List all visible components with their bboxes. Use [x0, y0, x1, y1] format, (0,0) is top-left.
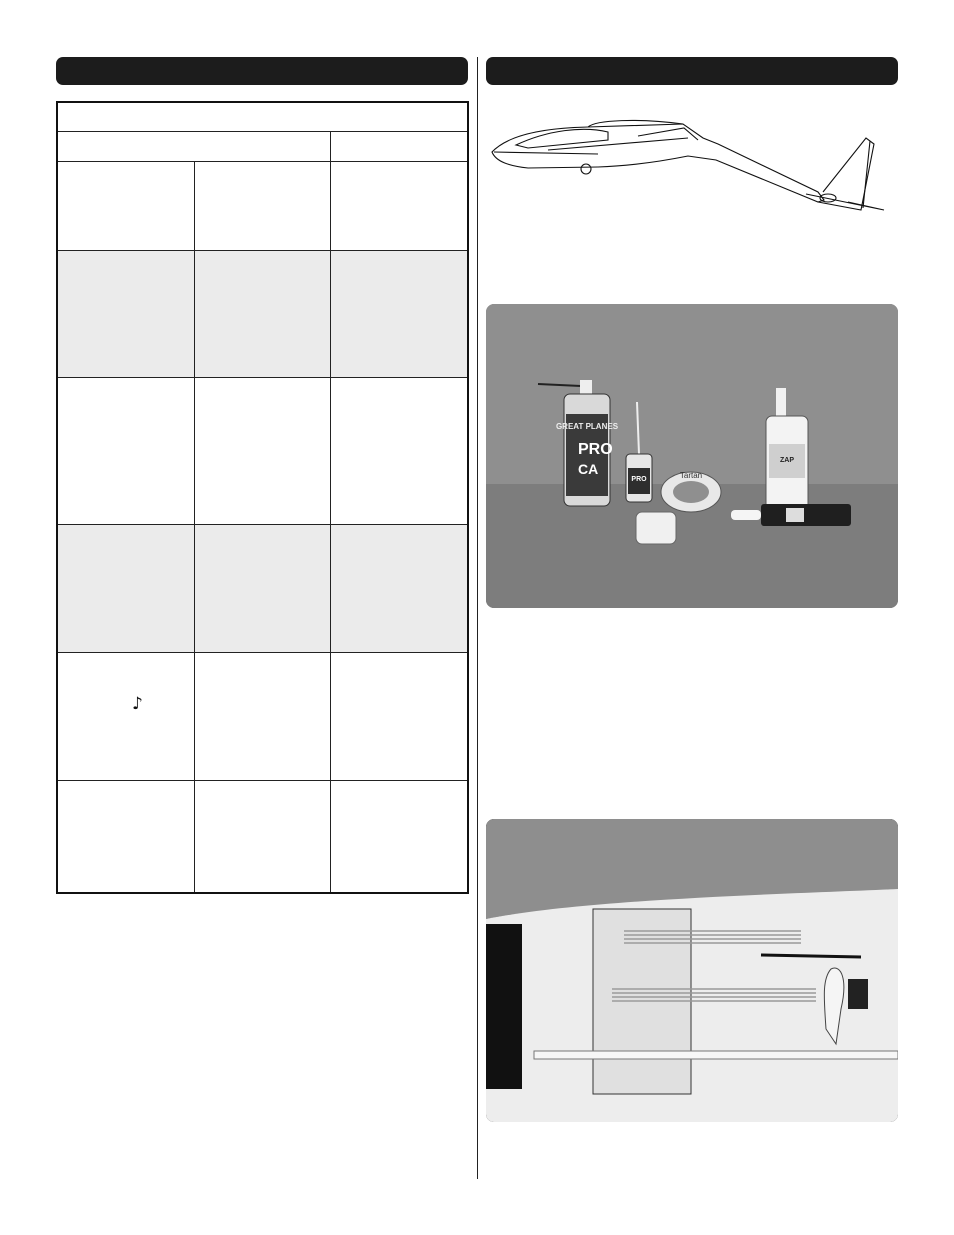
music-note-icon: ♪: [132, 694, 143, 714]
section-header-left: [56, 57, 468, 85]
table-divider: [58, 131, 467, 132]
svg-text:PRO: PRO: [578, 441, 613, 458]
table-row-shaded: [58, 250, 467, 377]
adhesives-photo: [486, 304, 898, 608]
column-divider: [477, 57, 478, 1179]
svg-text:GREAT PLANES: GREAT PLANES: [555, 422, 619, 431]
table-divider: [58, 161, 467, 162]
table-divider: [58, 652, 467, 653]
wing-photo: [486, 819, 898, 1122]
table-divider: [58, 780, 467, 781]
table-divider: [58, 524, 467, 525]
table-divider: [330, 131, 331, 892]
glider-drawing: [488, 110, 892, 220]
svg-text:ZAP: ZAP: [780, 457, 794, 464]
svg-text:Tartan: Tartan: [679, 471, 703, 480]
svg-text:PRO: PRO: [631, 476, 647, 483]
table-row-shaded: [58, 524, 467, 652]
table-divider: [58, 377, 467, 378]
table-divider: [194, 161, 195, 892]
section-header-right: [486, 57, 898, 85]
table-divider: [58, 250, 467, 251]
specs-table: [56, 101, 469, 894]
svg-text:CA: CA: [578, 461, 599, 477]
